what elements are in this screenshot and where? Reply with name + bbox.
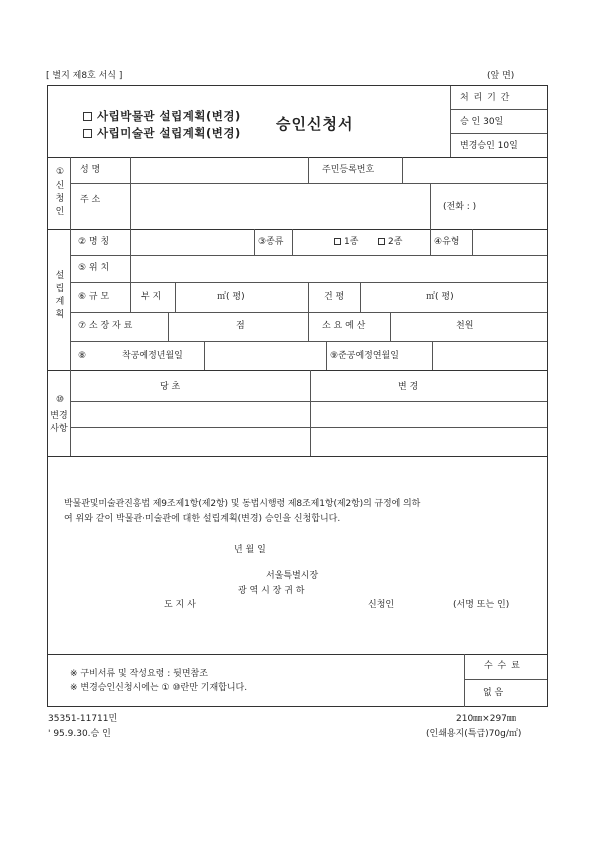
complete-label: ⑨준공예정연월일 [330,351,399,361]
recipient-3: 도 지 사 [164,600,196,610]
location-label: ⑤ 위 치 [78,263,110,273]
plan-name-label: ② 명 칭 [78,237,110,247]
rrn-label: 주민등록번호 [322,165,375,175]
kind-label: ④유형 [434,237,460,247]
type-option-2: 2종 [378,238,402,247]
footer-code: 35351-11711민 [48,714,118,724]
address-label: 주 소 [80,195,101,205]
rrn-field[interactable] [404,160,546,181]
applicant-section-label: 신 청 인 [55,181,65,217]
title-suffix: 승인신청서 [276,115,354,133]
title-line-2: 사립미술관 설립계획(변경) [83,125,241,141]
site-label: 부 지 [141,292,162,302]
note-2: ※ 변경승인신청시에는 ① ⑩란만 기재합니다. [70,683,248,693]
footer-approval-date: ' 95.9.30.승 인 [48,729,111,739]
building-unit: ㎡( 평) [426,292,454,302]
checkbox-icon[interactable] [83,129,92,138]
site-unit: ㎡( 평) [217,292,245,302]
applicant-section-num: ① [55,167,65,177]
collection-label: ⑦ 소 장 자 료 [78,321,133,331]
statement-date: 년 월 일 [234,545,266,555]
fee-label: 수 수 료 [484,661,521,671]
statement-line-2: 여 위와 같이 박물관·미술관에 대한 설립계획(변경) 승인을 신청합니다. [64,514,341,524]
checkbox-icon[interactable] [378,238,385,245]
processing-change: 변경승인 10일 [460,141,518,151]
processing-header: 처 리 기 간 [460,93,511,103]
building-label: 건 평 [324,292,345,302]
collection-unit: 점 [236,321,245,331]
budget-label: 소 요 예 산 [322,321,366,331]
checkbox-icon[interactable] [334,238,341,245]
note-1: ※ 구비서류 및 작성요령 : 뒷면참조 [70,669,208,679]
address-field[interactable] [132,186,428,226]
plan-section-label: 설 립 계 획 [55,271,65,320]
changes-section-num: ⑩ [55,395,65,405]
name-field[interactable] [132,160,306,181]
footer-size: 210㎜×297㎜ [456,714,516,724]
checkbox-icon[interactable] [83,112,92,121]
fee-value: 없 음 [483,688,504,698]
front-label: (앞 면) [487,71,515,81]
budget-unit: 천원 [456,321,474,331]
name-label: 성 명 [80,165,101,175]
title-line-1: 사립박물관 설립계획(변경) [83,108,241,124]
location-field[interactable] [132,258,546,279]
statement-line-1: 박물관및미술관진흥법 제9조제1항(제2항) 및 동법시행령 제8조제1항(제2항)의 규정에 의하 [64,499,421,509]
type-label: ③종류 [258,237,284,247]
scale-label: ⑥ 규 모 [78,292,110,302]
signature-label: (서명 또는 인) [453,600,510,610]
phone-label: (전화 : ) [443,202,477,212]
footer-paper: (인쇄용지(특급)70g/㎡) [426,729,522,739]
applicant-sign-label: 신청인 [368,600,395,610]
changed-label: 변 경 [398,382,419,392]
type-option-1: 1종 [334,238,358,247]
start-label: 착공예정년월일 [122,351,183,361]
recipient-1: 서울특별시장 [266,571,319,581]
original-label: 당 초 [160,382,181,392]
start-num: ⑧ [78,351,87,361]
recipient-2: 광 역 시 장 귀 하 [238,586,305,596]
processing-approval: 승 인 30일 [460,117,504,127]
form-number: [ 별지 제8호 서식 ] [46,71,123,81]
changes-section-label: 변경 사항 [50,411,68,434]
